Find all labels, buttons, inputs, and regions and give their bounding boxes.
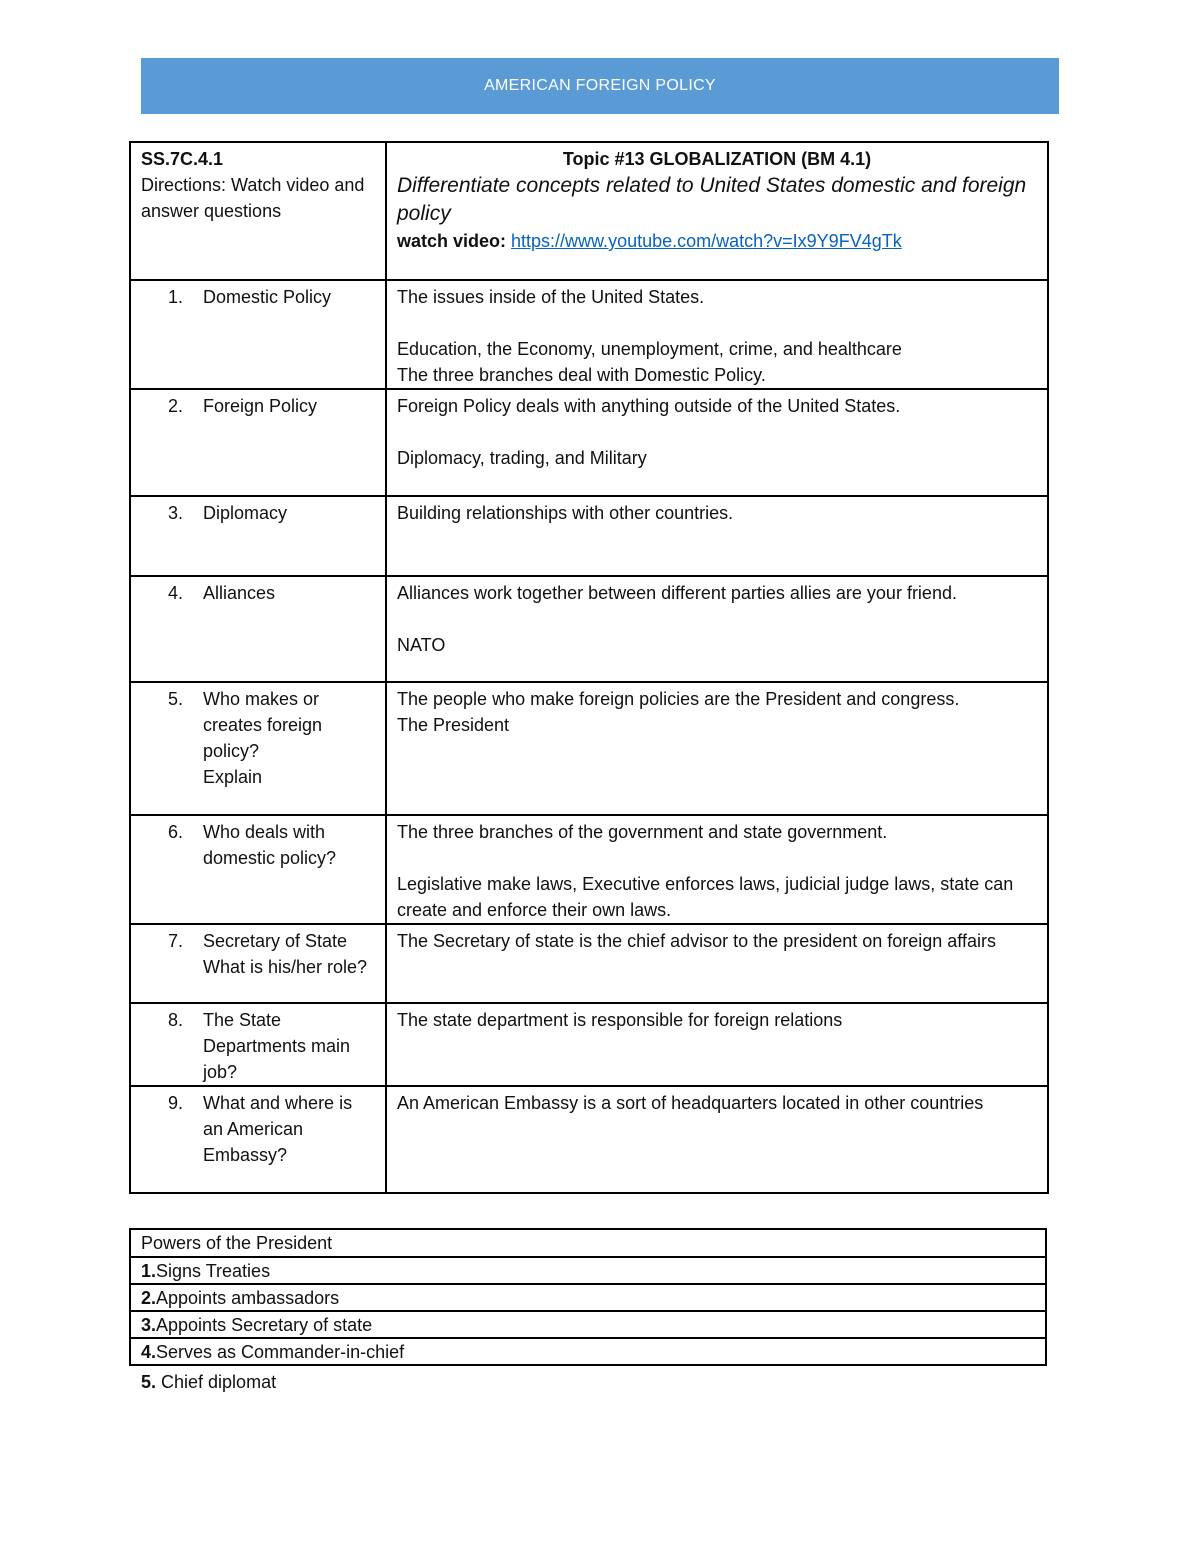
question-number: 6. bbox=[167, 822, 183, 842]
power-item-number: 2. bbox=[141, 1287, 157, 1308]
question-text-group bbox=[203, 1007, 375, 1085]
question-cell bbox=[130, 682, 386, 815]
table-row bbox=[130, 280, 1048, 389]
answer-spacer bbox=[397, 310, 1037, 336]
header-right-cell bbox=[386, 142, 1048, 280]
answer-line: Education, the Economy, unemployment, crime, and healthcare bbox=[397, 339, 902, 359]
question-text-group bbox=[203, 1090, 375, 1168]
answer-line: The Secretary of state is the chief advisor to the president on foreign affairs bbox=[397, 931, 996, 951]
question-extra: Explain bbox=[203, 767, 263, 787]
question-text: The State Departments main job? bbox=[203, 1010, 351, 1082]
power-item-number: 1. bbox=[141, 1260, 157, 1281]
power-item: 4.Serves as Commander-in-chief bbox=[130, 1338, 1046, 1365]
questions-table bbox=[129, 141, 1049, 1194]
video-link[interactable]: https://www.youtube.com/watch?v=Ix9Y9FV4gTk bbox=[511, 231, 902, 251]
power-item: 3.Appoints Secretary of state bbox=[130, 1311, 1046, 1338]
power-item-number: 3. bbox=[141, 1314, 157, 1335]
answer-line: The state department is responsible for foreign relations bbox=[397, 1010, 843, 1030]
answer-line: An American Embassy is a sort of headquarters located in other countries bbox=[397, 1093, 984, 1113]
watch-video-label: watch video: bbox=[397, 231, 512, 251]
answer-line: NATO bbox=[397, 635, 446, 655]
table-row bbox=[130, 815, 1048, 924]
answer-line: The people who make foreign policies are the President and congress. bbox=[397, 689, 960, 709]
question-text: Who deals with domestic policy? bbox=[203, 822, 337, 868]
question-text: Domestic Policy bbox=[203, 287, 332, 307]
directions-text: Watch video and answer questions bbox=[141, 175, 365, 221]
topic-subtitle: Differentiate concepts related to United States domestic and foreign policy bbox=[397, 174, 1027, 225]
answer-line: The three branches deal with Domestic Policy. bbox=[397, 365, 766, 385]
question-text-group bbox=[203, 819, 375, 871]
question-cell bbox=[130, 576, 386, 682]
answer-cell bbox=[386, 576, 1048, 682]
question-number: 1. bbox=[167, 287, 183, 307]
table-row bbox=[130, 924, 1048, 1003]
question-cell bbox=[130, 496, 386, 576]
question-text-group bbox=[203, 686, 375, 790]
question-number: 7. bbox=[167, 931, 183, 951]
answer-cell bbox=[386, 496, 1048, 576]
question-text-group bbox=[203, 500, 375, 526]
question-number: 5. bbox=[167, 689, 183, 709]
question-cell bbox=[130, 280, 386, 389]
table-row bbox=[130, 496, 1048, 576]
question-text: Foreign Policy bbox=[203, 396, 318, 416]
question-number: 2. bbox=[167, 396, 183, 416]
answer-line: Alliances work together between different parties allies are your friend. bbox=[397, 583, 957, 603]
question-text-group bbox=[203, 928, 375, 980]
powers-table bbox=[129, 1228, 1047, 1366]
answer-line: The President bbox=[397, 715, 510, 735]
directions-label: Directions: bbox=[141, 175, 227, 195]
power-item-number: 4. bbox=[141, 1341, 157, 1362]
question-cell bbox=[130, 815, 386, 924]
table-row bbox=[130, 1086, 1048, 1193]
question-text: Diplomacy bbox=[203, 503, 288, 523]
question-number: 9. bbox=[167, 1093, 183, 1113]
question-text-group bbox=[203, 393, 375, 419]
answer-cell bbox=[386, 389, 1048, 496]
question-text: Secretary of State What is his/her role? bbox=[203, 931, 368, 977]
table-row bbox=[130, 1003, 1048, 1086]
answer-cell bbox=[386, 924, 1048, 1003]
power-item: 2.Appoints ambassadors bbox=[130, 1284, 1046, 1311]
answer-line: Building relationships with other countries. bbox=[397, 503, 734, 523]
header-left-cell bbox=[130, 142, 386, 280]
answer-line: The three branches of the government and state government. bbox=[397, 822, 888, 842]
header-banner bbox=[141, 58, 1059, 114]
powers-title: Powers of the President bbox=[130, 1229, 1046, 1257]
answer-line: The issues inside of the United States. bbox=[397, 287, 705, 307]
question-text-group bbox=[203, 284, 375, 310]
answer-cell bbox=[386, 280, 1048, 389]
answer-cell bbox=[386, 1086, 1048, 1193]
answer-spacer bbox=[397, 845, 1037, 871]
topic-title: Topic #13 GLOBALIZATION (BM 4.1) bbox=[562, 149, 872, 169]
powers-row bbox=[130, 1338, 1046, 1365]
answer-cell bbox=[386, 682, 1048, 815]
answer-line: Foreign Policy deals with anything outside of the United States. bbox=[397, 396, 901, 416]
answer-line: Diplomacy, trading, and Military bbox=[397, 448, 647, 468]
table-row bbox=[130, 682, 1048, 815]
answer-cell bbox=[386, 815, 1048, 924]
answer-cell bbox=[386, 1003, 1048, 1086]
question-text-group bbox=[203, 580, 375, 606]
powers-extra-num: 5. bbox=[141, 1372, 157, 1392]
powers-extra-item bbox=[141, 1369, 276, 1395]
question-cell bbox=[130, 389, 386, 496]
question-cell bbox=[130, 924, 386, 1003]
answer-spacer bbox=[397, 419, 1037, 445]
header-row bbox=[130, 142, 1048, 280]
powers-row bbox=[130, 1257, 1046, 1284]
power-item: 1.Signs Treaties bbox=[130, 1257, 1046, 1284]
powers-row bbox=[130, 1284, 1046, 1311]
answer-line: Legislative make laws, Executive enforces laws, judicial judge laws, state can create and enforce their own laws. bbox=[397, 874, 1014, 920]
question-number: 8. bbox=[167, 1010, 183, 1030]
question-text: Who makes or creates foreign policy? bbox=[203, 689, 323, 761]
powers-extra-text: Chief diplomat bbox=[156, 1372, 277, 1392]
question-cell bbox=[130, 1003, 386, 1086]
question-text: Alliances bbox=[203, 583, 276, 603]
answer-spacer bbox=[397, 606, 1037, 632]
question-number: 3. bbox=[167, 503, 183, 523]
question-number: 4. bbox=[167, 583, 183, 603]
standard-code: SS.7C.4.1 bbox=[141, 149, 224, 169]
question-text: What and where is an American Embassy? bbox=[203, 1093, 353, 1165]
table-row bbox=[130, 576, 1048, 682]
banner-title: AMERICAN FOREIGN POLICY bbox=[484, 77, 716, 94]
powers-row bbox=[130, 1311, 1046, 1338]
question-cell bbox=[130, 1086, 386, 1193]
table-row bbox=[130, 389, 1048, 496]
